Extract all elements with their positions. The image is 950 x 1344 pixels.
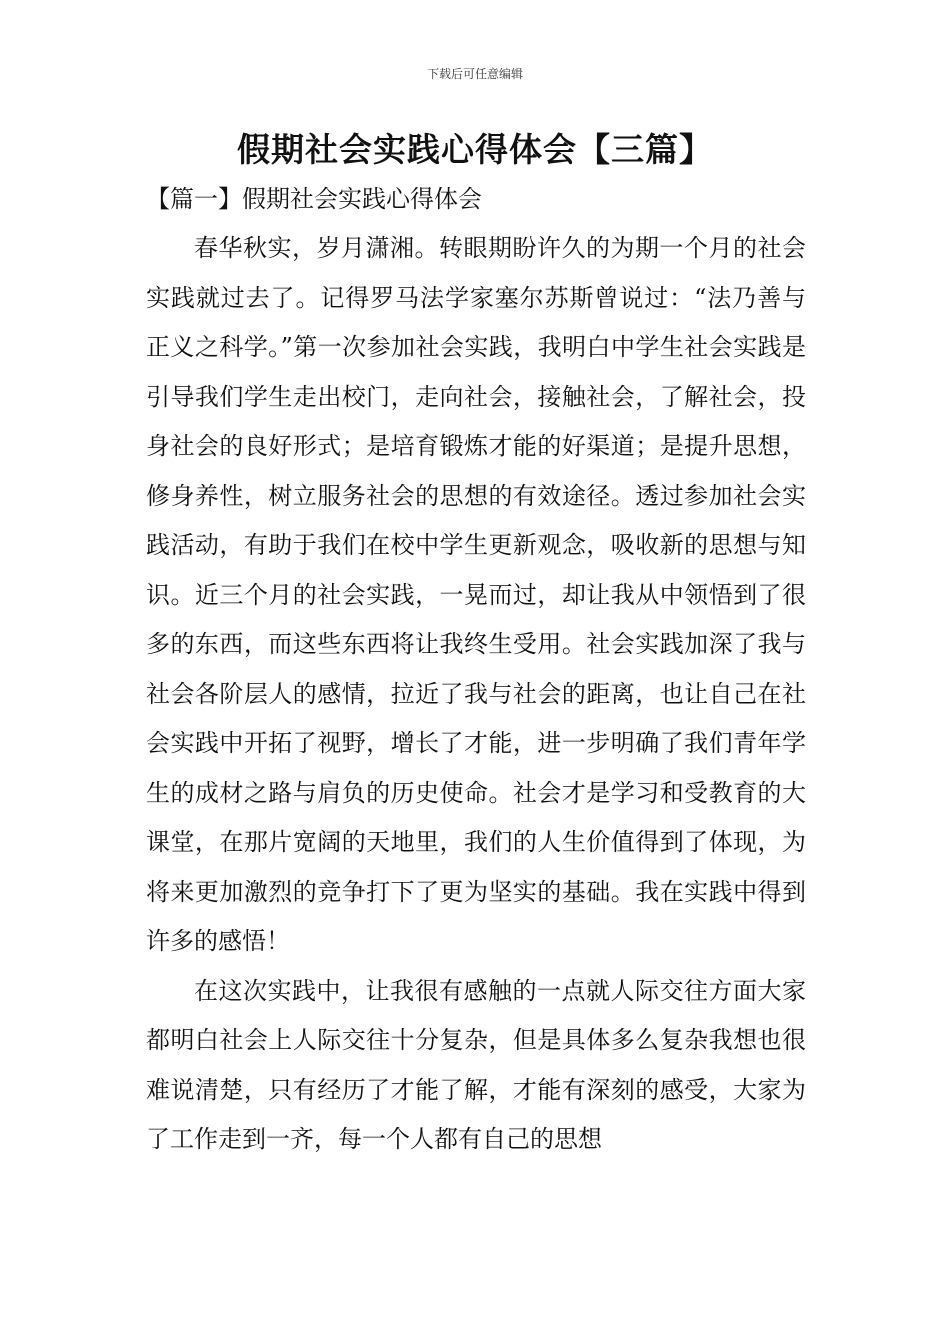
- document-title: 假期社会实践心得体会【三篇】: [237, 130, 713, 169]
- section-heading: 【篇一】假期社会实践心得体会: [146, 185, 482, 213]
- document-body: [146, 224, 806, 1165]
- header-note: 下载后可任意编辑: [426, 67, 523, 81]
- paragraph-2: 在这次实践中，让我很有感触的一点就人际交往方面大家都明白社会上人际交往十分复杂，但是具体多么复杂我想也很难说清楚，只有经历了才能了解，才能有深刻的感受，大家为了工作走到一齐，每一个人都有自己的思想: [146, 976, 806, 1153]
- paragraph-1: 春华秋实，岁月潇湘。转眼期盼许久的为期一个月的社会实践就过去了。记得罗马法学家塞尔苏斯曾说过：“法乃善与正义之科学。”第一次参加社会实践，我明白中学生社会实践是引导我们学生走出校门，走向社会，接触社会，了解社会，投身社会的良好形式；是培育锻炼才能的好渠道；是提升思想，修身养性，树立服务社会的思想的有效途径。透过参加社会实践活动，有助于我们在校中学生更新观念，吸收新的思想与知识。近三个月的社会实践，一晃而过，却让我从中领悟到了很多的东西，而这些东西将让我终生受用。社会实践加深了我与社会各阶层人的感情，拉近了我与社会的距离，也让自己在社会实践中开拓了视野，增长了才能，进一步明确了我们青年学生的成材之路与肩负的历史使命。社会才是学习和受教育的大课堂，在那片宽阔的天地里，我们的人生价值得到了体现，为将来更加激烈的竞争打下了更为坚实的基础。我在实践中得到许多的感悟！: [146, 234, 806, 955]
